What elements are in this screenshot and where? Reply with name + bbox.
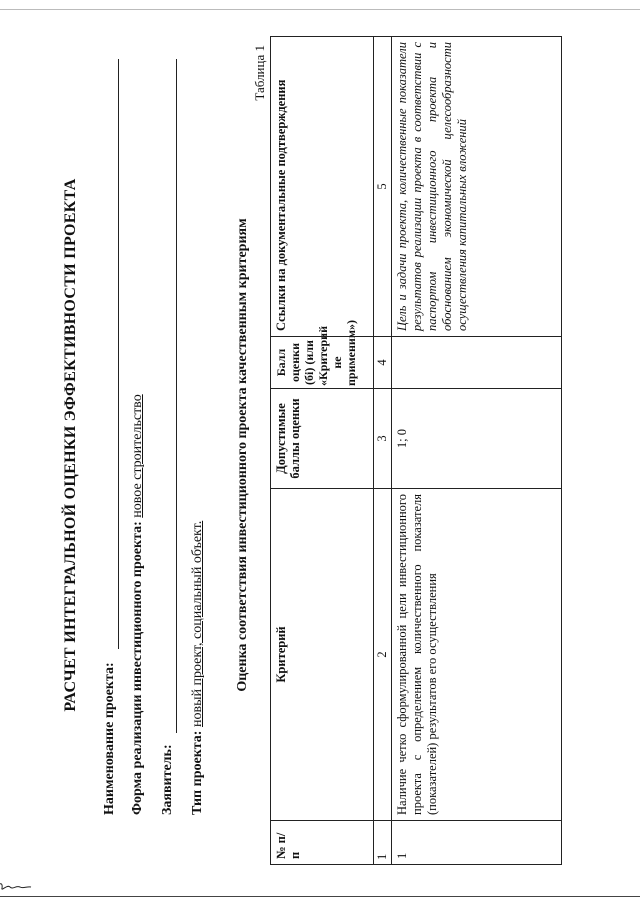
row-no: 1 [392, 821, 562, 865]
project-name-line [118, 59, 119, 649]
signature-mark [0, 880, 33, 894]
type-label: Тип проекта: [190, 730, 205, 815]
row-criterion: Наличие четко сформулированной цели инвестиционного проекта с определением количественного показателя (показателей) результатов его осуществления [392, 489, 562, 821]
header-no: № п/п [271, 821, 374, 865]
project-name-label: Наименование проекта: [102, 662, 117, 815]
form-field [130, 394, 146, 815]
header-score: Балл оценки (бi) (или «Критерий не применим») [271, 337, 374, 389]
column-number: 3 [374, 389, 392, 489]
header-criterion: Критерий [271, 489, 374, 821]
table-subtitle: Оценка соответствия инвестиционного проекта качественным критериям [235, 218, 250, 692]
applicant-line [176, 59, 177, 733]
column-number: 2 [374, 489, 392, 821]
column-number: 5 [374, 37, 392, 337]
header-references: Ссылки на документальные подтверждения [271, 37, 374, 337]
document-title: РАСЧЕТ ИНТЕГРАЛЬНОЙ ОЦЕНКИ ЭФФЕКТИВНОСТИ ПРОЕКТА [62, 178, 79, 712]
type-field [190, 521, 206, 815]
project-name-field [102, 662, 118, 815]
row-reference: Цель и задачи проекта, количественные показатели результатов реализации проекта в соответствии с паспортом инвестиционного проекта и обоснованием экономической целесообразности осуществления капитальных вложений [392, 37, 562, 337]
header-row [271, 37, 374, 865]
applicant-field [160, 744, 176, 815]
applicant-label: Заявитель: [160, 744, 175, 815]
page-edge-line [0, 9, 640, 10]
row-score [392, 337, 562, 389]
column-number-row [374, 37, 392, 865]
criteria-table [270, 36, 562, 865]
row-allowed-scores: 1; 0 [392, 389, 562, 489]
table-row [392, 37, 562, 865]
type-value: новый проект, социальный объект. [190, 520, 205, 728]
table-number: Таблица 1 [252, 45, 267, 101]
column-number: 1 [374, 821, 392, 865]
column-number: 4 [374, 337, 392, 389]
page-bottom-rule [0, 896, 640, 897]
header-allowed-scores: Допустимые баллы оценки [271, 389, 374, 489]
form-value: новое строительство [130, 394, 145, 518]
form-label: Форма реализации инвестиционного проекта: [130, 521, 145, 815]
